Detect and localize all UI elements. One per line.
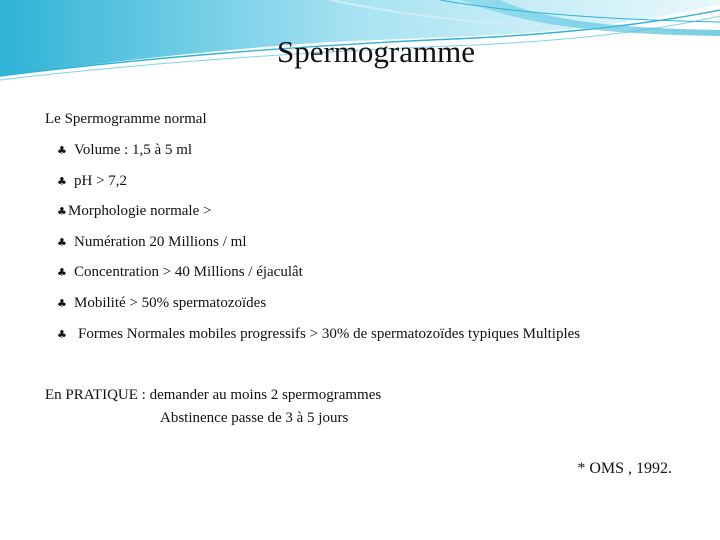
list-item-text: Formes Normales mobiles progressifs > 30% de spermatozoïdes typiques Multiples [78, 326, 581, 342]
list-item-text: Morphologie normale > [68, 203, 212, 219]
practice-note: En PRATIQUE : demander au moins 2 spermogrammes [45, 387, 382, 403]
list-item [57, 295, 266, 312]
practice-note-detail: Abstinence passe de 3 à 5 jours [160, 410, 349, 426]
list-item [57, 234, 247, 251]
citation: * OMS , 1992. [577, 460, 672, 477]
list-item [57, 264, 303, 281]
club-icon: ♣ [57, 266, 67, 279]
list-item-text: Mobilité > 50% spermatozoïdes [74, 295, 267, 311]
club-icon: ♣ [57, 297, 67, 310]
page-title: Spermogramme [276, 34, 475, 69]
list-item-text: Volume : 1,5 à 5 ml [74, 142, 193, 158]
club-icon: ♣ [57, 205, 67, 218]
list-item-text: Numération 20 Millions / ml [74, 234, 247, 250]
list-item-text: Concentration > 40 Millions / éjaculât [74, 264, 303, 280]
section-heading: Le Spermogramme normal [45, 111, 207, 127]
list-item [57, 142, 192, 159]
list-item [57, 203, 211, 220]
list-item [57, 326, 580, 343]
club-icon: ♣ [57, 144, 67, 157]
club-icon: ♣ [57, 175, 67, 188]
list-item-text: pH > 7,2 [74, 173, 128, 189]
club-icon: ♣ [57, 328, 67, 341]
list-item [57, 173, 127, 190]
club-icon: ♣ [57, 236, 67, 249]
